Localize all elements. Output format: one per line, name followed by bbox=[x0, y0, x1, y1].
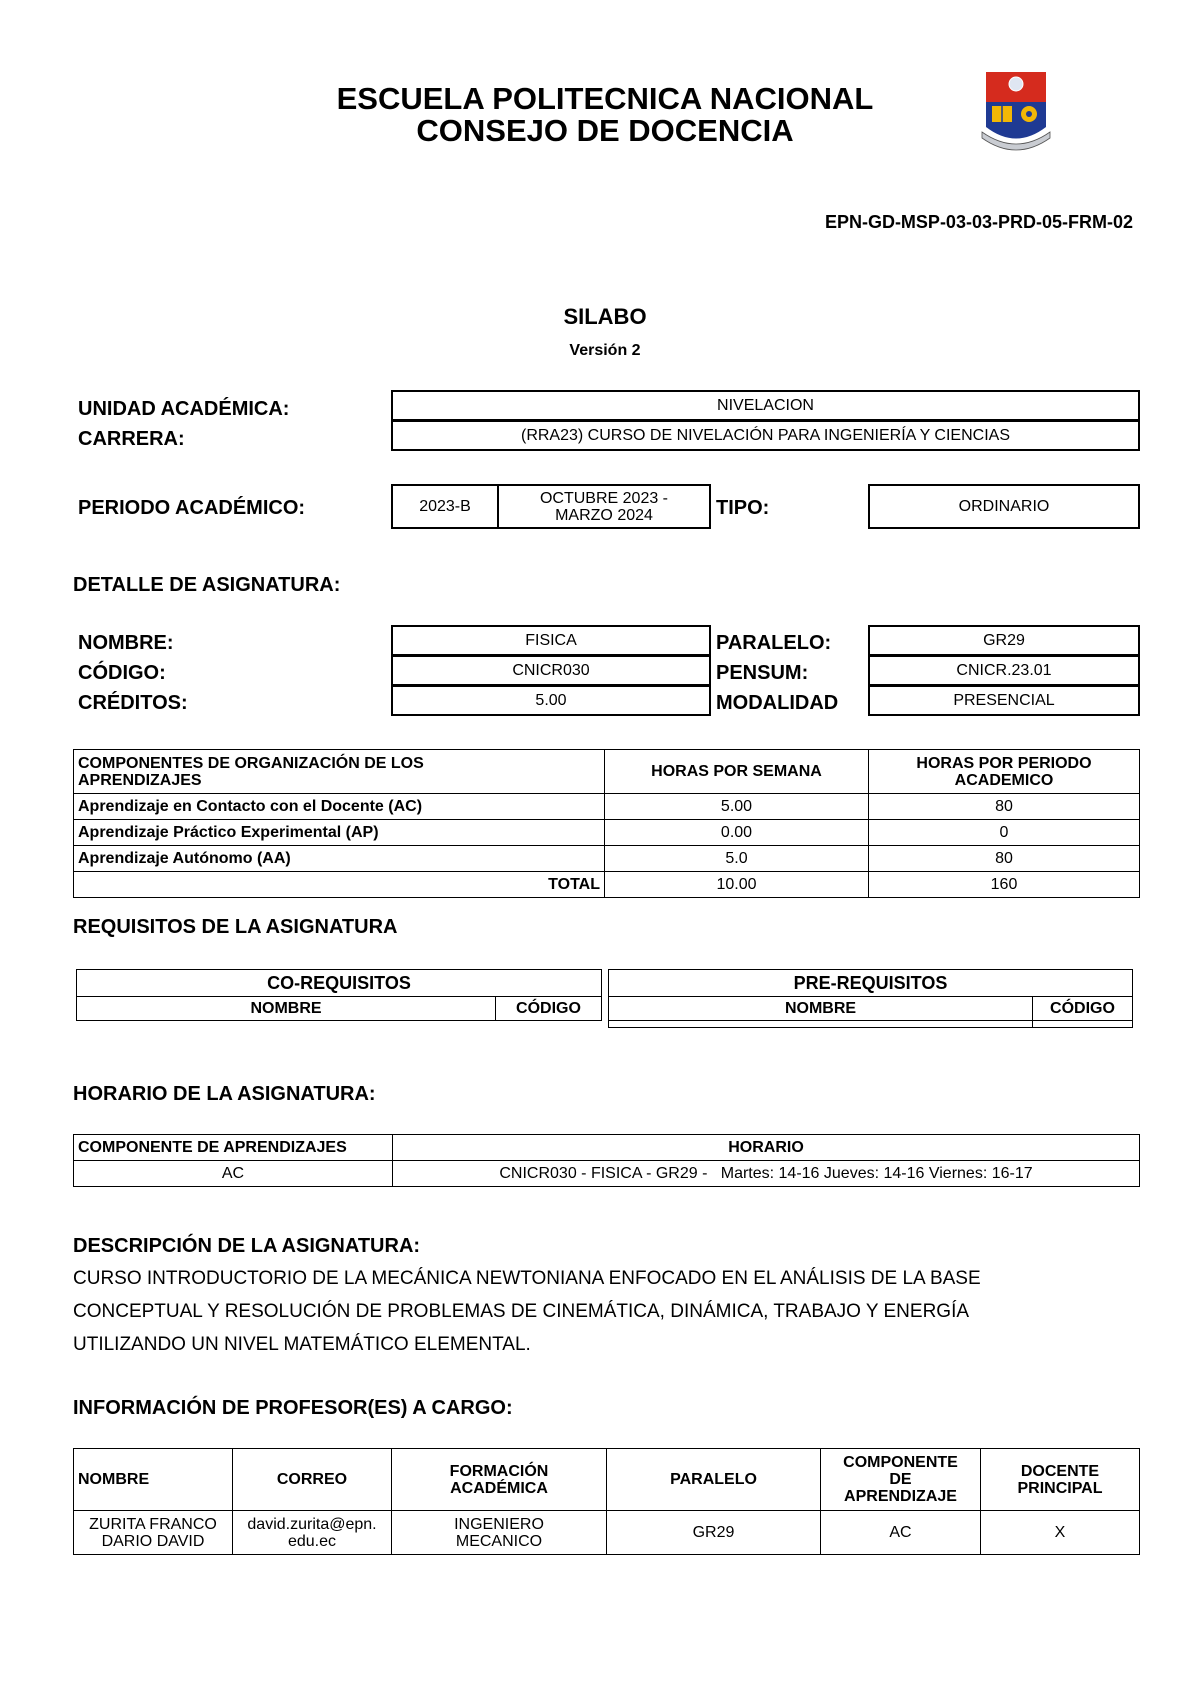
table-row bbox=[74, 846, 1140, 872]
pensum-label: PENSUM: bbox=[716, 662, 809, 684]
profesor-formacion-line2: MECANICO bbox=[455, 1532, 543, 1550]
profesor-nombre-line2: DARIO DAVID bbox=[101, 1532, 205, 1550]
horario-heading: HORARIO DE LA ASIGNATURA: bbox=[73, 1083, 376, 1105]
periodo-range bbox=[497, 484, 711, 529]
creditos-value: 5.00 bbox=[391, 685, 711, 716]
horario-col-horario: HORARIO bbox=[393, 1135, 1140, 1161]
institution-name: ESCUELA POLITECNICA NACIONAL bbox=[336, 81, 874, 116]
prerequisitos-table bbox=[608, 969, 1133, 1028]
modalidad-value: PRESENCIAL bbox=[868, 685, 1140, 716]
horario-col-componente: COMPONENTE DE APRENDIZAJES bbox=[74, 1135, 393, 1161]
profesores-header-row bbox=[74, 1449, 1140, 1511]
prerequisitos-col-nombre: NOMBRE bbox=[609, 997, 1033, 1021]
descripcion-line3: UTILIZANDO UN NIVEL MATEMÁTICO ELEMENTAL. bbox=[73, 1334, 531, 1355]
profesores-col-principal bbox=[981, 1449, 1140, 1511]
componente-periodo: 80 bbox=[869, 794, 1140, 820]
unidad-value: NIVELACION bbox=[391, 390, 1140, 421]
periodo-range-line1: OCTUBRE 2023 - bbox=[539, 489, 669, 507]
descripcion-text bbox=[73, 1262, 1153, 1361]
tipo-label: TIPO: bbox=[716, 497, 770, 519]
componente-semana: 5.0 bbox=[605, 846, 869, 872]
profesores-col-componente-line3: APRENDIZAJE bbox=[844, 1488, 957, 1505]
modalidad-label: MODALIDAD bbox=[716, 692, 839, 714]
total-row bbox=[74, 872, 1140, 898]
profesores-col-formacion-line2: ACADÉMICA bbox=[450, 1479, 548, 1497]
creditos-label: CRÉDITOS: bbox=[78, 692, 188, 714]
componentes-col-name-line1: COMPONENTES DE ORGANIZACIÓN DE LOS bbox=[78, 754, 424, 772]
horario-componente: AC bbox=[74, 1161, 393, 1187]
componentes-col-periodo bbox=[869, 750, 1140, 794]
profesores-col-componente bbox=[821, 1449, 981, 1511]
council-name: CONSEJO DE DOCENCIA bbox=[416, 113, 794, 148]
descripcion-line2: CONCEPTUAL Y RESOLUCIÓN DE PROBLEMAS DE CINEMÁTICA, DINÁMICA, TRABAJO Y ENERGÍA bbox=[73, 1301, 970, 1322]
descripcion-line1: CURSO INTRODUCTORIO DE LA MECÁNICA NEWTONIANA ENFOCADO EN EL ANÁLISIS DE LA BASE bbox=[73, 1268, 981, 1289]
paralelo-label: PARALELO: bbox=[716, 632, 832, 654]
profesores-col-correo: CORREO bbox=[233, 1449, 392, 1511]
table-row bbox=[74, 820, 1140, 846]
carrera-label: CARRERA: bbox=[78, 428, 185, 450]
componente-name: Aprendizaje en Contacto con el Docente (AC) bbox=[74, 794, 605, 820]
profesores-col-principal-line1: DOCENTE bbox=[1020, 1462, 1100, 1480]
profesores-col-principal-line2: PRINCIPAL bbox=[1017, 1479, 1103, 1497]
profesores-col-formacion bbox=[392, 1449, 607, 1511]
profesores-col-nombre: NOMBRE bbox=[74, 1449, 233, 1511]
profesores-col-componente-line2: DE bbox=[889, 1471, 912, 1488]
componente-periodo: 0 bbox=[869, 820, 1140, 846]
componentes-col-name bbox=[74, 750, 605, 794]
profesor-correo-line1: david.zurita@epn. bbox=[247, 1515, 377, 1533]
componente-semana: 5.00 bbox=[605, 794, 869, 820]
componentes-header-row bbox=[74, 750, 1140, 794]
periodo-label: PERIODO ACADÉMICO: bbox=[78, 497, 306, 519]
componentes-col-semana: HORAS POR SEMANA bbox=[605, 750, 869, 794]
profesores-table bbox=[73, 1448, 1140, 1555]
paralelo-value: GR29 bbox=[868, 625, 1140, 656]
total-label: TOTAL bbox=[74, 872, 605, 898]
profesores-col-formacion-line1: FORMACIÓN bbox=[449, 1462, 549, 1480]
prerequisitos-title: PRE-REQUISITOS bbox=[609, 970, 1133, 997]
table-row bbox=[609, 1021, 1133, 1028]
table-row bbox=[74, 1161, 1140, 1187]
profesores-heading: INFORMACIÓN DE PROFESOR(ES) A CARGO: bbox=[73, 1397, 513, 1419]
page-title: SILABO bbox=[563, 304, 647, 329]
document-code: EPN-GD-MSP-03-03-PRD-05-FRM-02 bbox=[824, 212, 1133, 232]
componentes-col-periodo-line2: ACADEMICO bbox=[954, 771, 1054, 789]
descripcion-heading: DESCRIPCIÓN DE LA ASIGNATURA: bbox=[73, 1235, 421, 1257]
componentes-col-name-line2: APRENDIZAJES bbox=[78, 771, 202, 789]
codigo-value: CNICR030 bbox=[391, 655, 711, 686]
componente-semana: 0.00 bbox=[605, 820, 869, 846]
total-semana: 10.00 bbox=[605, 872, 869, 898]
corequisitos-title: CO-REQUISITOS bbox=[77, 970, 602, 997]
table-row bbox=[74, 1511, 1140, 1555]
total-periodo: 160 bbox=[869, 872, 1140, 898]
corequisitos-col-nombre: NOMBRE bbox=[77, 997, 496, 1021]
profesores-col-paralelo: PARALELO bbox=[607, 1449, 821, 1511]
profesor-formacion-line1: INGENIERO bbox=[454, 1515, 544, 1533]
profesor-correo-line2: edu.ec bbox=[287, 1532, 337, 1550]
detalle-heading: DETALLE DE ASIGNATURA: bbox=[73, 574, 341, 596]
profesor-paralelo: GR29 bbox=[607, 1511, 821, 1555]
periodo-code: 2023-B bbox=[391, 484, 499, 529]
componentes-col-periodo-line1: HORAS POR PERIODO bbox=[916, 754, 1092, 772]
profesor-nombre-line1: ZURITA FRANCO bbox=[89, 1515, 217, 1533]
componente-periodo: 80 bbox=[869, 846, 1140, 872]
tipo-value: ORDINARIO bbox=[868, 484, 1140, 529]
epn-logo bbox=[980, 72, 1052, 154]
corequisitos-col-codigo: CÓDIGO bbox=[496, 997, 602, 1021]
carrera-value: (RRA23) CURSO DE NIVELACIÓN PARA INGENIERÍA Y CIENCIAS bbox=[391, 420, 1140, 451]
componentes-table bbox=[73, 749, 1140, 898]
table-row bbox=[74, 794, 1140, 820]
requisitos-heading: REQUISITOS DE LA ASIGNATURA bbox=[73, 916, 398, 938]
componente-name: Aprendizaje Autónomo (AA) bbox=[74, 846, 605, 872]
periodo-range-line2: MARZO 2024 bbox=[555, 506, 653, 524]
nombre-label: NOMBRE: bbox=[78, 632, 174, 654]
prerequisitos-col-codigo: CÓDIGO bbox=[1033, 997, 1133, 1021]
profesor-formacion bbox=[392, 1511, 607, 1555]
componente-name: Aprendizaje Práctico Experimental (AP) bbox=[74, 820, 605, 846]
pensum-value: CNICR.23.01 bbox=[868, 655, 1140, 686]
profesor-componente: AC bbox=[821, 1511, 981, 1555]
codigo-label: CÓDIGO: bbox=[78, 662, 166, 684]
profesor-principal: X bbox=[981, 1511, 1140, 1555]
corequisitos-table bbox=[76, 969, 602, 1021]
profesores-col-componente-line1: COMPONENTE bbox=[843, 1454, 958, 1471]
version-label: Versión 2 bbox=[569, 342, 641, 359]
nombre-value: FISICA bbox=[391, 625, 711, 656]
profesor-nombre bbox=[74, 1511, 233, 1555]
horario-detalle: CNICR030 - FISICA - GR29 - Martes: 14-16 Jueves: 14-16 Viernes: 16-17 bbox=[393, 1161, 1140, 1187]
profesor-correo bbox=[233, 1511, 392, 1555]
horario-table bbox=[73, 1134, 1140, 1187]
unidad-label: UNIDAD ACADÉMICA: bbox=[78, 398, 290, 420]
